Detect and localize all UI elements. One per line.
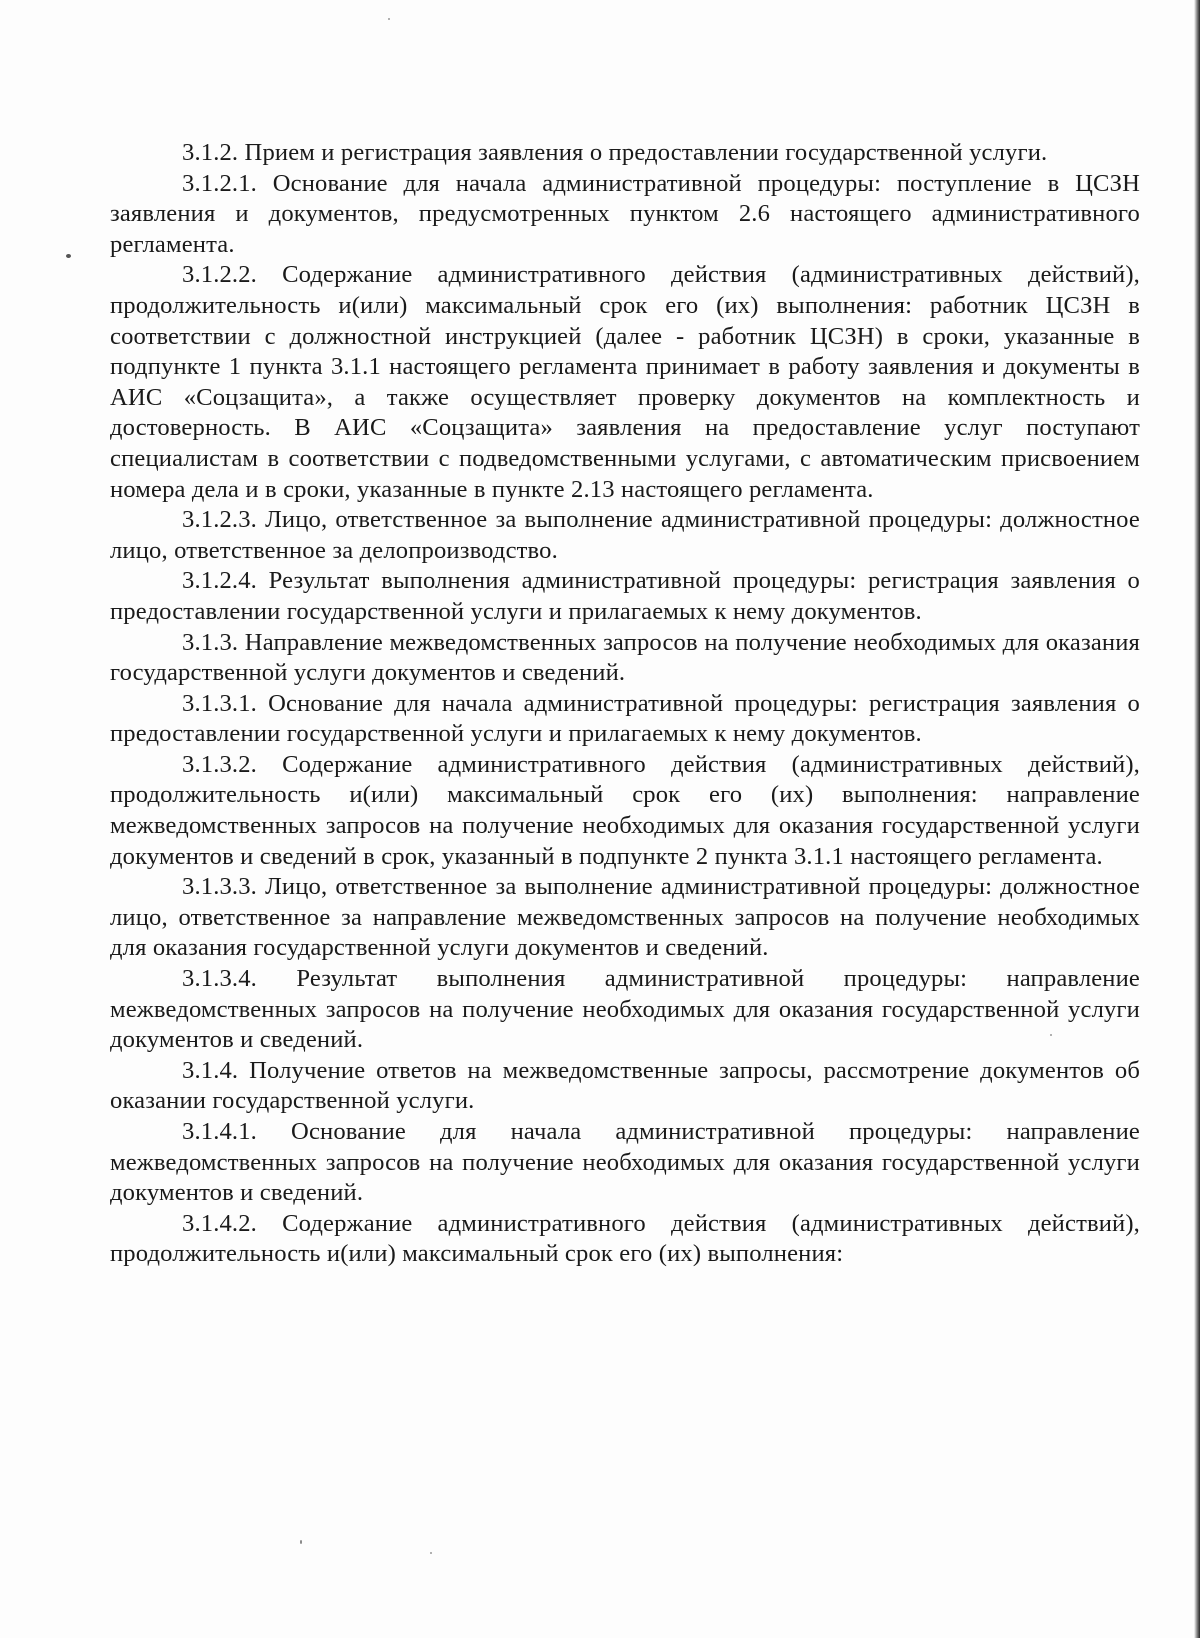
paragraph-3-1-2: 3.1.2. Прием и регистрация заявления о предоставлении государственной услуги. <box>182 139 1048 166</box>
paragraph-3-1-3-3: 3.1.3.3. Лицо, ответственное за выполнение административной процедуры: должностное лицо, ответственное за направление межведомственных запросов на получение необходимых для оказания государственной услуги документов и сведений. <box>110 873 1140 962</box>
paragraph-3-1-2-4: 3.1.2.4. Результат выполнения административной процедуры: регистрация заявления о предоставлении государственной услуги и прилагаемых к нему документов. <box>110 567 1140 625</box>
paragraph-3-1-2-1: 3.1.2.1. Основание для начала административной процедуры: поступление в ЦСЗН заявления и документов, предусмотренных пунктом 2.6 настоящего административного регламента. <box>110 169 1140 258</box>
scan-speck <box>388 18 390 20</box>
paragraph-3-1-2-3: 3.1.2.3. Лицо, ответственное за выполнение административной процедуры: должностное лицо, ответственное за делопроизводство. <box>110 506 1140 564</box>
paragraph-3-1-3-1: 3.1.3.1. Основание для начала административной процедуры: регистрация заявления о предоставлении государственной услуги и прилагаемых к нему документов. <box>110 689 1140 748</box>
paragraph-3-1-3-4: 3.1.3.4. Результат выполнения административной процедуры: направление межведомственных запросов на получение необходимых для оказания государственной услуги документов и сведений. <box>110 965 1140 1054</box>
paragraph-3-1-4-1: 3.1.4.1. Основание для начала административной процедуры: направление межведомственных запросов на получение необходимых для оказания государственной услуги документов и сведений. <box>110 1118 1140 1207</box>
scan-speck <box>430 1552 432 1554</box>
paragraph-3-1-4: 3.1.4. Получение ответов на межведомственные запросы, рассмотрение документов об оказании государственной услуги. <box>110 1056 1140 1115</box>
scan-speck <box>300 1540 302 1544</box>
paragraph-3-1-3: 3.1.3. Направление межведомственных запросов на получение необходимых для оказания государственной услуги документов и сведений. <box>110 628 1140 687</box>
document-body <box>110 138 1140 1270</box>
paragraph-3-1-2-2: 3.1.2.2. Содержание административного действия (административных действий), продолжительность и(или) максимальный срок его (их) выполнения: работник ЦСЗН в соответствии с должностной инструкцией (далее - работник ЦСЗН) в сроки, указанные в подпункте 1 пункта 3.1.1 настоящего регламента принимает в работу заявления и документы в АИС «Соцзащита», а также осуществляет проверку документов на комплектность и достоверность. В АИС «Соцзащита» заявления на предоставление услуг поступают специалистам в соответствии с подведомственными услугами, с автоматическим присвоением номера дела и в сроки, указанные в пункте 2.13 настоящего регламента. <box>110 261 1140 503</box>
paragraph-3-1-4-2: 3.1.4.2. Содержание административного действия (административных действий), продолжительность и(или) максимальный срок его (их) выполнения: <box>110 1209 1140 1268</box>
scan-speck <box>66 254 71 258</box>
paragraph-3-1-3-2: 3.1.3.2. Содержание административного действия (административных действий), продолжительность и(или) максимальный срок его (их) выполнения: направление межведомственных запросов на получение необходимых для оказания государственной услуги документов и сведений в срок, указанный в подпункте 2 пункта 3.1.1 настоящего регламента. <box>110 750 1140 870</box>
scan-shadow-edge <box>1194 0 1200 1638</box>
